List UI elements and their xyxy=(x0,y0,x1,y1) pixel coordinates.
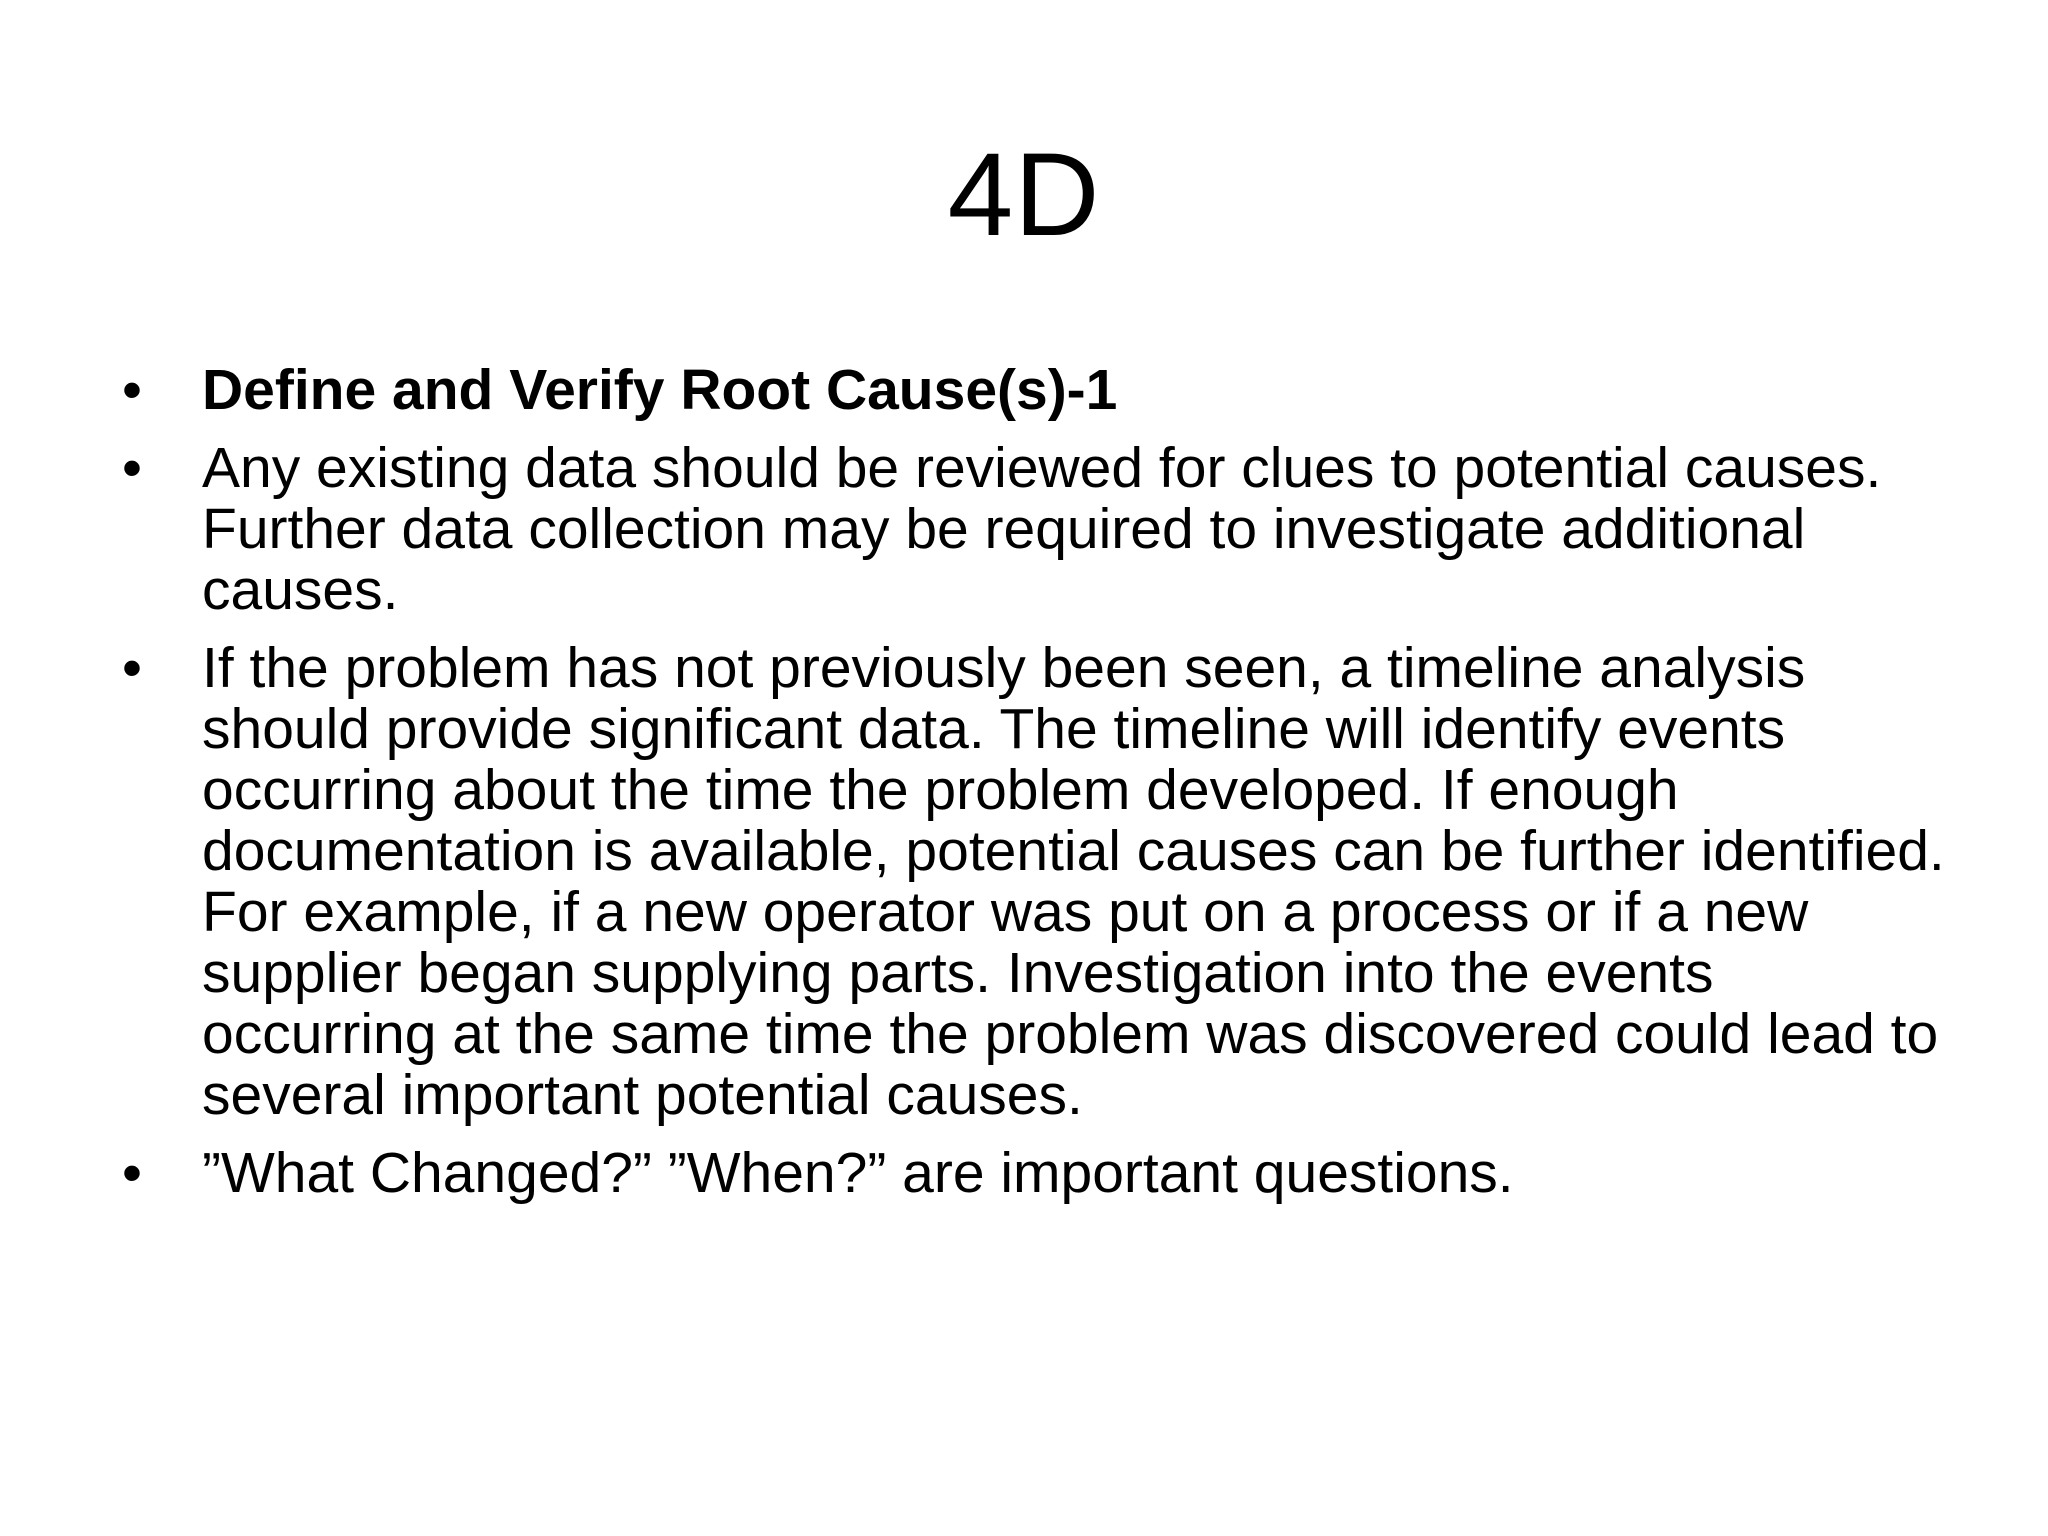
bullet-text: If the problem has not previously been seen, a timeline analysis should provide significant data. The timeline will identify events occurring about the time the problem developed. If enough documentation is available, potential causes can be further identified. For example, if a new operator was put on a process or if a new supplier began supplying parts. Investigation into the events occurring at the same time the problem was discovered could lead to several important potential causes. xyxy=(202,636,1945,1127)
bullet-icon: • xyxy=(122,1141,142,1205)
bullet-text: ”What Changed?” ”When?” are important questions. xyxy=(202,1141,1514,1205)
bullet-icon: • xyxy=(122,636,142,700)
slide-title: 4D xyxy=(947,129,1101,261)
bullet-text: Any existing data should be reviewed for clues to potential causes. Further data collection may be required to investigate additional causes. xyxy=(202,436,1882,622)
bullet-item-questions xyxy=(118,1143,1948,1204)
bullet-icon: • xyxy=(122,436,142,500)
bullet-text: Define and Verify Root Cause(s)-1 xyxy=(202,358,1118,422)
bullet-item-timeline-analysis xyxy=(118,638,1948,1126)
bullet-item-existing-data xyxy=(118,438,1948,621)
bullet-list xyxy=(118,360,1948,1221)
bullet-icon: • xyxy=(122,358,142,422)
bullet-item-root-cause-heading xyxy=(118,360,1948,421)
